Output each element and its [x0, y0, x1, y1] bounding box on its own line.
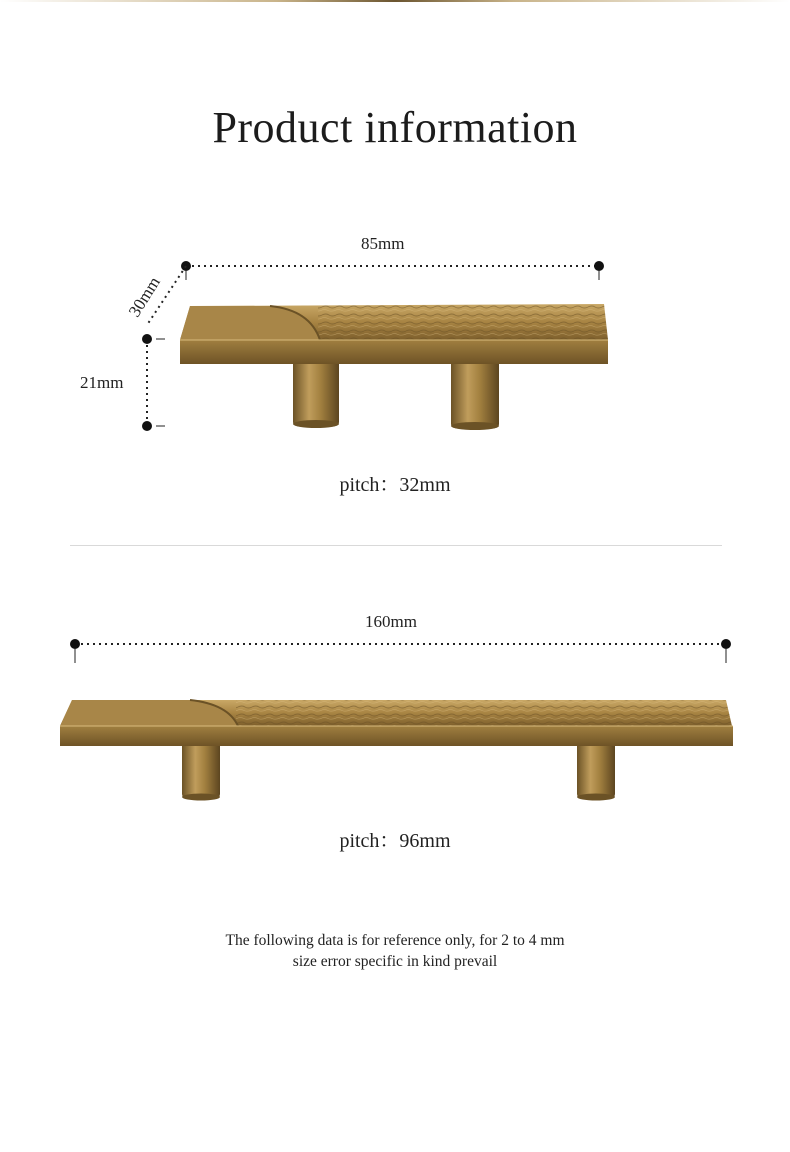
small-handle-length-label: 85mm: [361, 234, 405, 253]
large-handle-image: [60, 700, 733, 801]
small-handle-height-dimension: [142, 334, 165, 431]
small-handle-depth-label: 30mm: [124, 273, 164, 321]
page-title: Product information: [212, 103, 578, 152]
small-handle-length-dimension: [181, 261, 604, 280]
reference-note-line-2: size error specific in kind prevail: [292, 953, 498, 970]
large-handle-length-dimension: [70, 639, 731, 663]
reference-note-line-1: The following data is for reference only, for 2 to 4 mm: [225, 932, 565, 949]
large-handle-pitch: pitch：96mm: [339, 830, 451, 852]
large-handle-length-label: 160mm: [365, 612, 417, 631]
section-divider: [70, 545, 722, 546]
small-handle-image: [180, 304, 608, 430]
small-handle-pitch: pitch：32mm: [339, 474, 451, 496]
small-handle-height-label: 21mm: [80, 373, 124, 392]
reference-note: [0, 930, 790, 972]
